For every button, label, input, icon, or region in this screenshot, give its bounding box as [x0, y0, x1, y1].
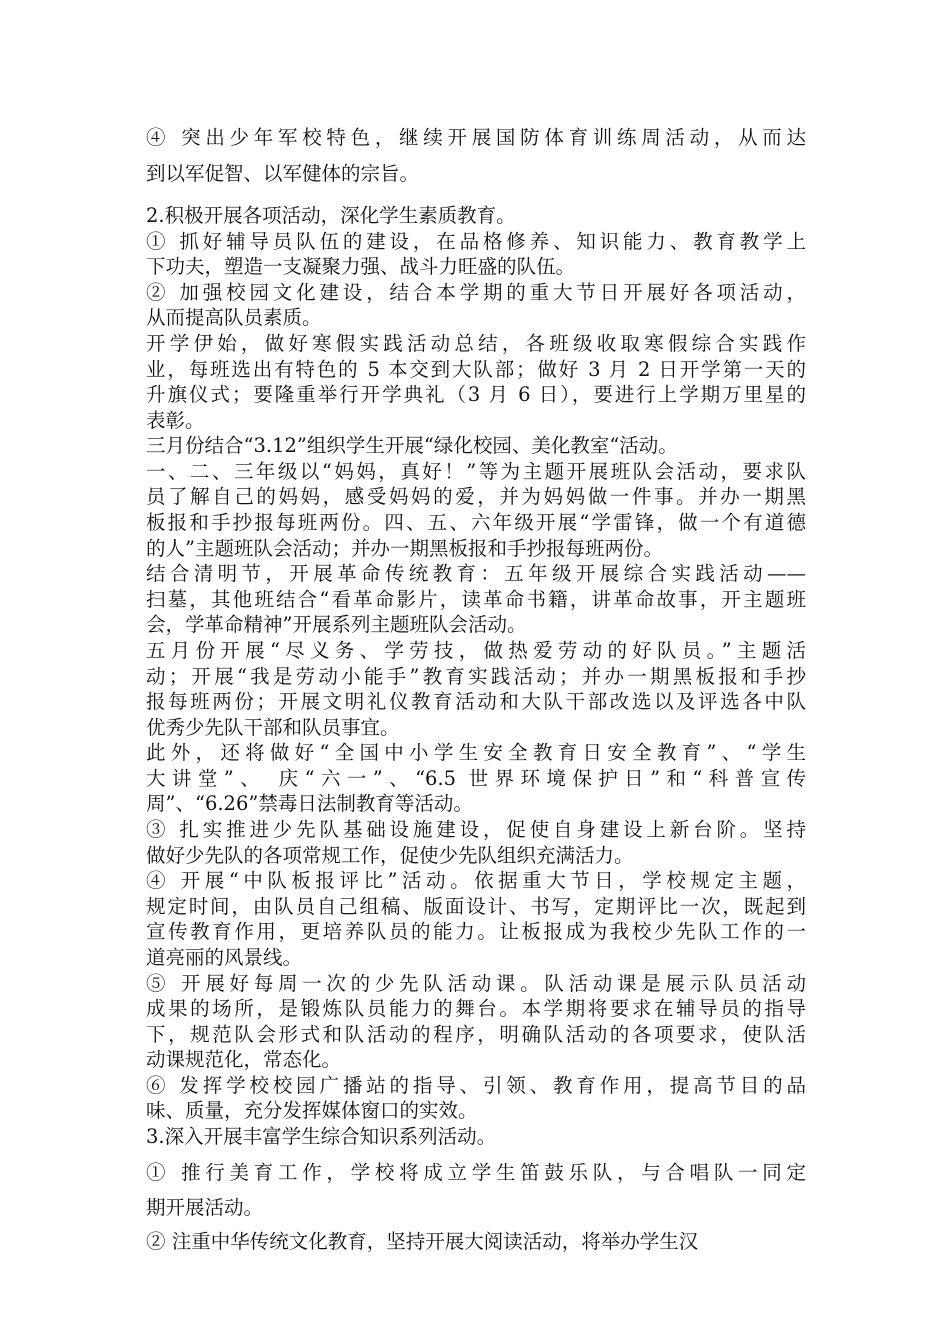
text-line: 一、二、三年级以“妈妈，真好！”等为主题开展班队会活动，要求队: [146, 460, 806, 483]
text-line: 会，学革命精神”开展系列主题班队会活动。: [146, 613, 527, 636]
text-line: 动课规范化，常态化。: [146, 1048, 342, 1071]
text-line: 3.深入开展丰富学生综合知识系列活动。: [146, 1125, 497, 1148]
text-line: 规定时间，由队员自己组稿、版面设计、书写，定期评比一次，既起到: [146, 895, 806, 918]
text-line: ④ 开展“中队板报评比”活动。依据重大节日，学校规定主题，: [146, 869, 806, 892]
text-line: 五月份开展“尽义务、学劳技，做热爱劳动的好队员。”主题活: [146, 639, 806, 662]
text-line: 动；开展“我是劳动小能手”教育实践活动；并办一期黑板报和手抄: [146, 665, 806, 688]
text-line: 宣传教育作用，更培养队员的能力。让板报成为我校少先队工作的一: [146, 920, 806, 943]
text-line: 的人”主题班队会活动；并办一期黑板报和手抄报每班两份。: [146, 537, 663, 560]
text-line: ② 注重中华传统文化教育，坚持开展大阅读活动，将举办学生汉: [146, 1230, 699, 1253]
text-line: 2.积极开展各项活动，深化学生素质教育。: [146, 204, 516, 227]
text-line: 表彰。: [146, 409, 205, 432]
text-line: 升旗仪式；要隆重举行开学典礼（3 月 6 日），要进行上学期万里星的: [146, 383, 806, 406]
text-line: 期开展活动。: [146, 1196, 264, 1219]
text-line: 下功夫，塑造一支凝聚力强、战斗力旺盛的队伍。: [146, 255, 576, 278]
text-line: 周”、“6.26”禁毒日法制教育等活动。: [146, 792, 473, 815]
text-line: 业，每班选出有特色的 5 本交到大队部；做好 3 月 2 日开学第一天的: [146, 358, 806, 381]
text-line: 到以军促智、以军健体的宗旨。: [146, 162, 420, 185]
text-line: ① 推行美育工作，学校将成立学生笛鼓乐队，与合唱队一同定: [146, 1161, 806, 1184]
text-line: 优秀少先队干部和队员事宜。: [146, 716, 400, 739]
text-line: 员了解自己的妈妈，感受妈妈的爱，并为妈妈做一件事。并办一期黑: [146, 485, 806, 508]
text-line: ① 抓好辅导员队伍的建设，在品格修养、知识能力、教育教学上: [146, 230, 806, 253]
text-line: 扫墓，其他班结合“看革命影片，读革命书籍，讲革命故事，开主题班: [146, 588, 806, 611]
text-line: 道亮丽的风景线。: [146, 946, 303, 969]
text-line: 从而提高队员素质。: [146, 306, 322, 329]
text-line: ③ 扎实推进少先队基础设施建设，促使自身建设上新台阶。坚持: [146, 818, 806, 841]
text-line: 三月份结合“3.12”组织学生开展“绿化校园、美化教室“活动。: [146, 434, 678, 457]
text-line: 开学伊始，做好寒假实践活动总结，各班级收取寒假综合实践作: [146, 332, 806, 355]
text-line: 此外，还将做好“全国中小学生安全教育日安全教育”、“学生: [146, 741, 806, 764]
text-line: ② 加强校园文化建设，结合本学期的重大节日开展好各项活动，: [146, 281, 806, 304]
text-line: 做好少先队的各项常规工作，促使少先队组织充满活力。: [146, 844, 634, 867]
text-line: ④ 突出少年军校特色，继续开展国防体育训练周活动，从而达: [146, 126, 806, 149]
text-line: 报每班两份；开展文明礼仪教育活动和大队干部改选以及评选各中队: [146, 690, 806, 713]
text-line: ⑥ 发挥学校校园广播站的指导、引领、教育作用，提高节目的品: [146, 1074, 806, 1097]
text-line: ⑤ 开展好每周一次的少先队活动课。队活动课是展示队员活动: [146, 972, 806, 995]
text-line: 大讲堂”、 庆“六一”、“6.5 世界环境保护日”和“科普宣传: [146, 767, 806, 790]
text-line: 成果的场所，是锻炼队员能力的舞台。本学期将要求在辅导员的指导: [146, 997, 806, 1020]
text-line: 味、质量，充分发挥媒体窗口的实效。: [146, 1099, 478, 1122]
text-line: 结合清明节，开展革命传统教育：五年级开展综合实践活动——: [146, 562, 806, 585]
text-line: 下，规范队会形式和队活动的程序，明确队活动的各项要求，使队活: [146, 1023, 806, 1046]
text-line: 板报和手抄报每班两份。四、五、六年级开展“学雷锋，做一个有道德: [146, 511, 806, 534]
